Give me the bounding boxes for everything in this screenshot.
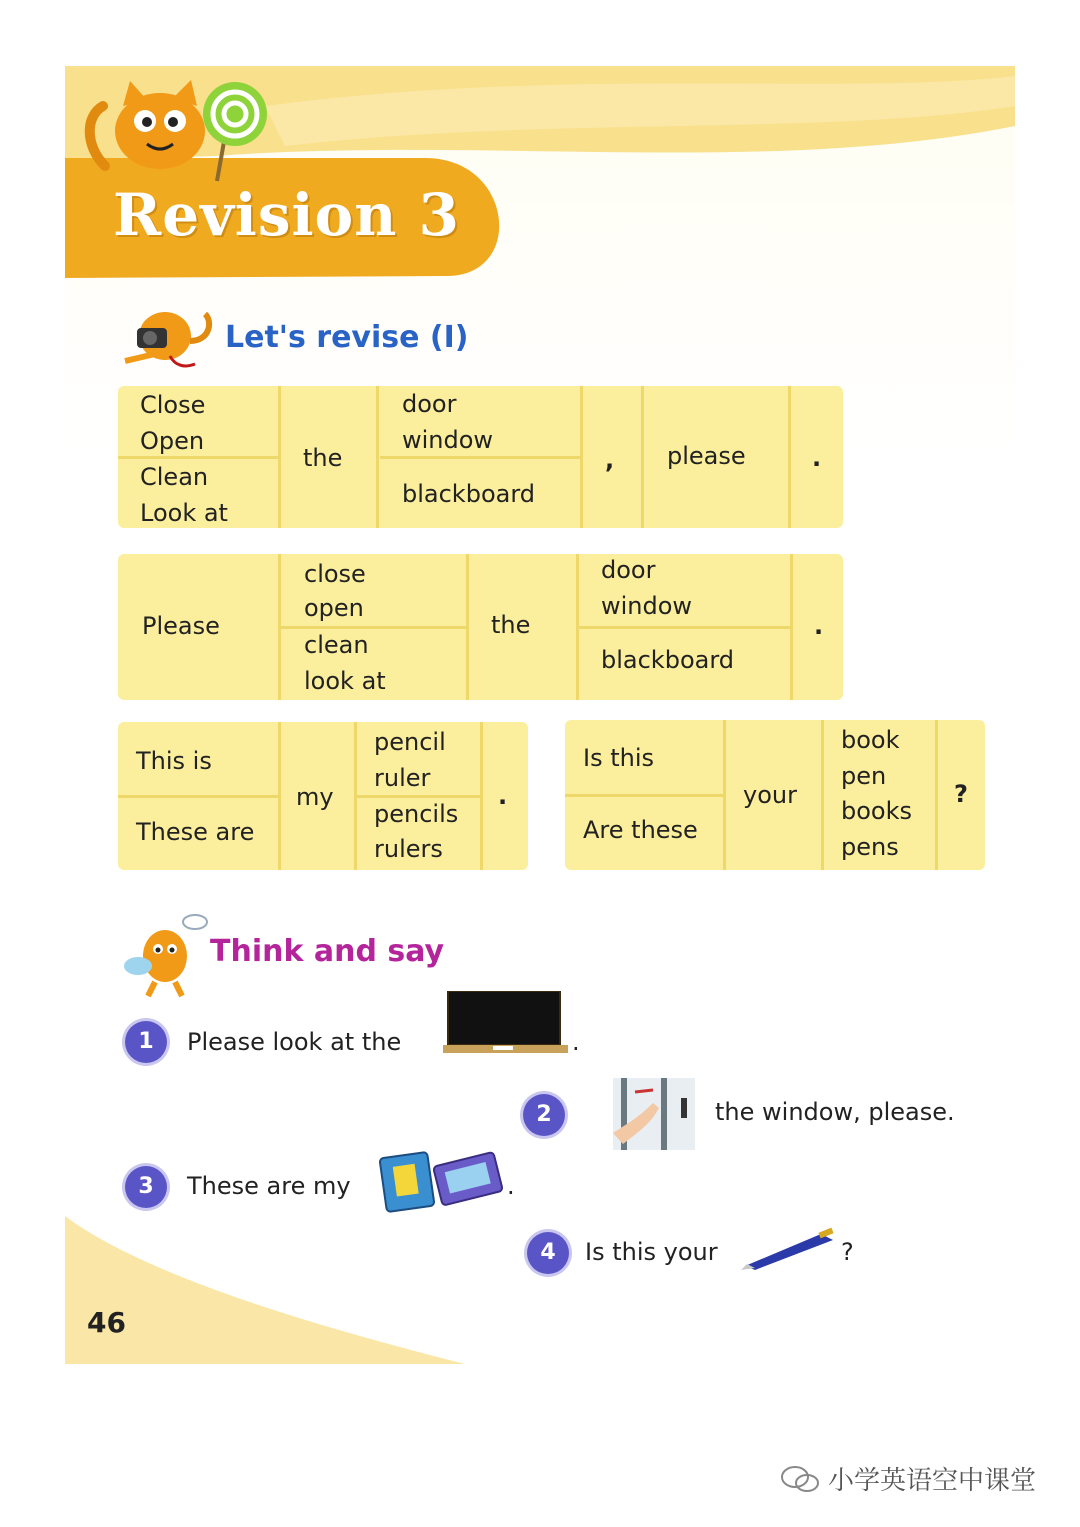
books-icon	[377, 1151, 505, 1213]
table-cell: rulers	[374, 835, 443, 863]
exercise-4-end: ?	[841, 1238, 854, 1266]
table-divider	[641, 386, 644, 528]
table-cell: Look at	[140, 499, 228, 527]
table-divider	[466, 554, 469, 700]
page-title: Revision 3	[113, 181, 460, 249]
page-number: 46	[87, 1306, 126, 1339]
table-cell: .	[498, 782, 508, 810]
table-divider	[935, 720, 938, 870]
table-divider	[480, 722, 483, 870]
table-cell: window	[601, 592, 693, 620]
sentence-table-2	[118, 554, 843, 700]
table-divider	[790, 554, 793, 700]
table-cell: Open	[140, 427, 205, 455]
table-cell: These are	[136, 818, 255, 846]
table-cell: window	[402, 426, 494, 454]
window-hand-icon	[613, 1078, 695, 1150]
table-divider	[788, 386, 791, 528]
sentence-table-3	[118, 722, 528, 870]
table-cell: pens	[841, 833, 899, 861]
table-cell: ruler	[374, 764, 431, 792]
table-cell: my	[296, 783, 334, 811]
cat-lollipop-mascot-icon	[75, 76, 285, 186]
table-cell: your	[743, 781, 797, 809]
table-cell: close	[304, 560, 366, 588]
table-cell: the	[491, 611, 531, 639]
section-title-think-and-say: Think and say	[210, 934, 445, 969]
table-cell: pencils	[374, 800, 459, 828]
exercise-number-3: 3	[125, 1166, 167, 1208]
table-cell: door	[402, 390, 457, 418]
table-divider	[821, 720, 824, 870]
table-cell: Close	[140, 391, 206, 419]
sentence-table-4	[565, 720, 985, 870]
watermark-text: 小学英语空中课堂	[828, 1466, 1037, 1496]
wechat-logo-icon	[780, 1464, 820, 1494]
table-divider	[118, 795, 278, 798]
table-cell: ,	[605, 446, 615, 474]
table-cell: This is	[136, 747, 212, 775]
table-cell: .	[812, 444, 822, 472]
table-divider	[278, 722, 281, 870]
exercise-3-end: .	[507, 1172, 515, 1200]
table-cell: clean	[304, 631, 369, 659]
exercise-4-text: Is this your	[585, 1238, 718, 1266]
table-cell: Are these	[583, 816, 698, 844]
table-cell: book	[841, 726, 900, 754]
table-cell: blackboard	[402, 480, 536, 508]
watermark	[780, 1460, 1036, 1497]
table-cell: ?	[954, 780, 968, 808]
table-cell: pen	[841, 762, 887, 790]
exercise-1-end: .	[572, 1028, 580, 1056]
table-cell: books	[841, 797, 913, 825]
table-cell: Clean	[140, 463, 209, 491]
table-cell: blackboard	[601, 646, 735, 674]
section-title-lets-revise: Let's revise (I)	[225, 320, 469, 355]
table-divider	[278, 386, 281, 528]
exercise-2-text: the window, please.	[715, 1098, 955, 1126]
exercise-number-1: 1	[125, 1021, 167, 1063]
table-cell: .	[814, 612, 824, 640]
table-cell: Is this	[583, 744, 655, 772]
blackboard-icon	[443, 991, 568, 1056]
table-cell: open	[304, 594, 364, 622]
table-divider	[376, 386, 379, 528]
table-divider	[576, 626, 790, 629]
cat-thinking-mascot-icon	[120, 914, 210, 999]
table-cell: the	[303, 444, 343, 472]
table-cell: please	[667, 442, 746, 470]
pen-icon	[741, 1226, 839, 1270]
textbook-page	[65, 66, 1015, 1364]
table-cell: pencil	[374, 728, 446, 756]
exercise-1-text: Please look at the	[187, 1028, 402, 1056]
exercise-number-4: 4	[527, 1232, 569, 1274]
table-cell: Please	[142, 612, 220, 640]
bottom-swoosh-decoration	[65, 1216, 465, 1364]
exercise-number-2: 2	[523, 1094, 565, 1136]
table-cell: door	[601, 556, 656, 584]
exercise-3-text: These are my	[187, 1172, 351, 1200]
sentence-table-1	[118, 386, 843, 528]
table-divider	[580, 386, 583, 528]
table-divider	[723, 720, 726, 870]
cat-camera-mascot-icon	[115, 306, 220, 371]
table-divider	[565, 794, 723, 797]
table-cell: look at	[304, 667, 386, 695]
